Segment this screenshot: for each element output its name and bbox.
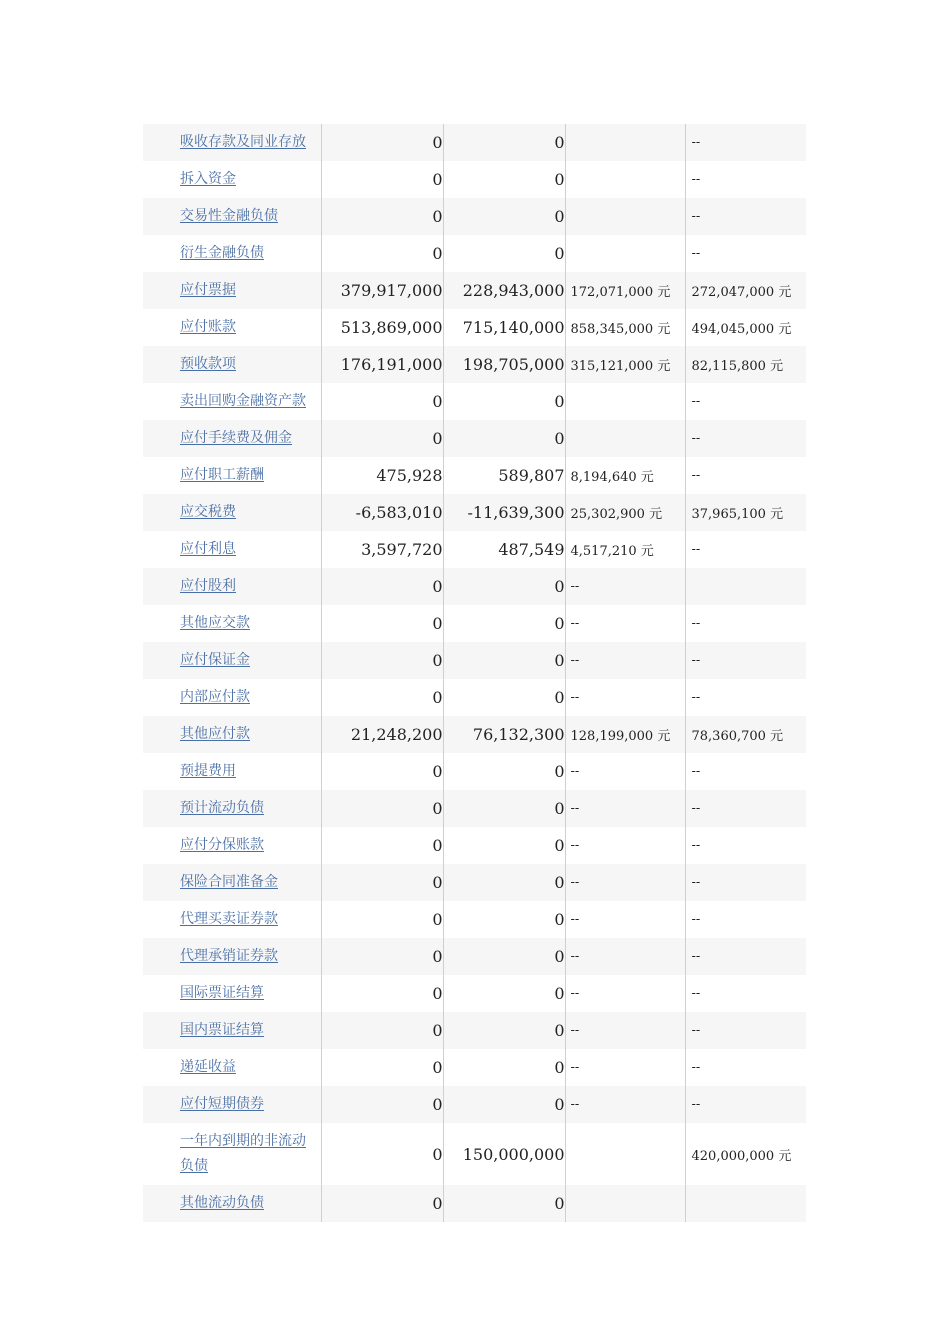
row-label-link[interactable]: 交易性金融负债: [180, 208, 278, 224]
value-period-3: [565, 161, 685, 198]
row-label-cell: [143, 568, 321, 605]
row-label-link[interactable]: 衍生金融负债: [180, 245, 264, 261]
value-period-1: 475,928: [321, 457, 443, 494]
row-label-cell: [143, 679, 321, 716]
value-period-3: [565, 235, 685, 272]
value-period-3: [565, 124, 685, 161]
row-label-link[interactable]: 应付短期债券: [180, 1096, 264, 1112]
row-label-cell: [143, 161, 321, 198]
value-period-1: 0: [321, 642, 443, 679]
row-label-cell: [143, 309, 321, 346]
value-period-1: -6,583,010: [321, 494, 443, 531]
row-label-link[interactable]: 吸收存款及同业存放: [180, 134, 306, 150]
value-period-1: 0: [321, 161, 443, 198]
row-label-cell: [143, 827, 321, 864]
row-label-link[interactable]: 其他流动负债: [180, 1195, 264, 1211]
value-period-4: [685, 1185, 806, 1222]
row-label-cell: [143, 790, 321, 827]
row-label-cell: [143, 346, 321, 383]
row-label-link[interactable]: 应付票据: [180, 282, 236, 298]
row-label-link[interactable]: 国内票证结算: [180, 1022, 264, 1038]
table-row: [143, 1049, 806, 1086]
value-period-2: 76,132,300: [443, 716, 565, 753]
value-period-2: 0: [443, 827, 565, 864]
row-label-cell: [143, 901, 321, 938]
row-label-cell: [143, 938, 321, 975]
value-period-1: 0: [321, 679, 443, 716]
value-period-3: 172,071,000 元: [565, 272, 685, 309]
value-period-4: 272,047,000 元: [685, 272, 806, 309]
row-label-link[interactable]: 内部应付款: [180, 689, 250, 705]
value-period-3: --: [565, 790, 685, 827]
row-label-link[interactable]: 预计流动负债: [180, 800, 264, 816]
value-period-2: 0: [443, 938, 565, 975]
value-period-4: --: [685, 1012, 806, 1049]
value-period-1: 379,917,000: [321, 272, 443, 309]
table-row: [143, 642, 806, 679]
value-period-1: 0: [321, 1012, 443, 1049]
value-period-2: 0: [443, 864, 565, 901]
table-row: [143, 531, 806, 568]
value-period-4: --: [685, 753, 806, 790]
row-label-link[interactable]: 一年内到期的非流动负债: [180, 1133, 306, 1174]
table-row: [143, 235, 806, 272]
value-period-1: 0: [321, 1123, 443, 1185]
value-period-3: [565, 198, 685, 235]
row-label-cell: [143, 383, 321, 420]
value-period-3: [565, 1123, 685, 1185]
value-period-4: --: [685, 642, 806, 679]
value-period-4: --: [685, 124, 806, 161]
table-row: [143, 827, 806, 864]
value-period-4: --: [685, 420, 806, 457]
value-period-1: 0: [321, 753, 443, 790]
balance-sheet-section: [143, 124, 806, 1222]
row-label-link[interactable]: 其他应交款: [180, 615, 250, 631]
table-row: [143, 605, 806, 642]
row-label-link[interactable]: 预提费用: [180, 763, 236, 779]
table-row: [143, 272, 806, 309]
value-period-4: --: [685, 235, 806, 272]
value-period-1: 0: [321, 790, 443, 827]
table-row: [143, 938, 806, 975]
row-label-cell: [143, 1123, 321, 1185]
row-label-cell: [143, 494, 321, 531]
value-period-1: 0: [321, 938, 443, 975]
value-period-1: 0: [321, 1185, 443, 1222]
value-period-2: 0: [443, 420, 565, 457]
value-period-4: 494,045,000 元: [685, 309, 806, 346]
value-period-2: 0: [443, 568, 565, 605]
value-period-2: 228,943,000: [443, 272, 565, 309]
table-row: [143, 124, 806, 161]
row-label-link[interactable]: 保险合同准备金: [180, 874, 278, 890]
table-row: [143, 753, 806, 790]
row-label-cell: [143, 716, 321, 753]
value-period-1: 176,191,000: [321, 346, 443, 383]
row-label-cell: [143, 1049, 321, 1086]
value-period-3: 315,121,000 元: [565, 346, 685, 383]
value-period-3: --: [565, 568, 685, 605]
row-label-cell: [143, 235, 321, 272]
table-row: [143, 494, 806, 531]
value-period-2: 0: [443, 198, 565, 235]
row-label-link[interactable]: 应付股利: [180, 578, 236, 594]
table-row: [143, 309, 806, 346]
value-period-2: 589,807: [443, 457, 565, 494]
value-period-4: [685, 568, 806, 605]
table-row: [143, 790, 806, 827]
value-period-2: 0: [443, 975, 565, 1012]
value-period-3: [565, 420, 685, 457]
row-label-cell: [143, 1185, 321, 1222]
value-period-4: --: [685, 457, 806, 494]
row-label-link[interactable]: 应付手续费及佣金: [180, 430, 292, 446]
value-period-4: --: [685, 679, 806, 716]
value-period-2: 0: [443, 901, 565, 938]
table-row: [143, 161, 806, 198]
value-period-1: 0: [321, 827, 443, 864]
row-label-cell: [143, 753, 321, 790]
row-label-link[interactable]: 卖出回购金融资产款: [180, 393, 306, 409]
value-period-4: --: [685, 790, 806, 827]
row-label-cell: [143, 457, 321, 494]
value-period-3: --: [565, 975, 685, 1012]
table-row: [143, 198, 806, 235]
value-period-2: 198,705,000: [443, 346, 565, 383]
value-period-4: --: [685, 198, 806, 235]
row-label-cell: [143, 531, 321, 568]
value-period-3: --: [565, 1086, 685, 1123]
table-row: [143, 568, 806, 605]
value-period-4: --: [685, 827, 806, 864]
value-period-2: 0: [443, 383, 565, 420]
value-period-2: 0: [443, 679, 565, 716]
value-period-2: 487,549: [443, 531, 565, 568]
value-period-2: 0: [443, 161, 565, 198]
row-label-cell: [143, 975, 321, 1012]
row-label-link[interactable]: 应付利息: [180, 541, 236, 557]
value-period-4: --: [685, 975, 806, 1012]
table-row: [143, 716, 806, 753]
value-period-4: --: [685, 383, 806, 420]
row-label-cell: [143, 1012, 321, 1049]
value-period-3: [565, 383, 685, 420]
row-label-link[interactable]: 应交税费: [180, 504, 236, 520]
row-label-cell: [143, 124, 321, 161]
value-period-3: --: [565, 1049, 685, 1086]
value-period-3: 128,199,000 元: [565, 716, 685, 753]
value-period-1: 0: [321, 864, 443, 901]
value-period-3: --: [565, 827, 685, 864]
value-period-3: 858,345,000 元: [565, 309, 685, 346]
value-period-1: 0: [321, 568, 443, 605]
value-period-2: 0: [443, 790, 565, 827]
value-period-2: 0: [443, 1185, 565, 1222]
row-label-link[interactable]: 拆入资金: [180, 171, 236, 187]
value-period-4: --: [685, 901, 806, 938]
value-period-3: 4,517,210 元: [565, 531, 685, 568]
value-period-4: 82,115,800 元: [685, 346, 806, 383]
row-label-link[interactable]: 预收款项: [180, 356, 236, 372]
value-period-4: --: [685, 938, 806, 975]
table-row: [143, 901, 806, 938]
table-row: [143, 975, 806, 1012]
row-label-cell: [143, 198, 321, 235]
row-label-cell: [143, 864, 321, 901]
value-period-2: 0: [443, 1086, 565, 1123]
value-period-3: --: [565, 864, 685, 901]
row-label-link[interactable]: 应付账款: [180, 319, 236, 335]
row-label-link[interactable]: 其他应付款: [180, 726, 250, 742]
value-period-2: 150,000,000: [443, 1123, 565, 1185]
value-period-1: 0: [321, 605, 443, 642]
value-period-3: --: [565, 679, 685, 716]
table-row: [143, 1123, 806, 1185]
value-period-3: --: [565, 1012, 685, 1049]
table-row: [143, 457, 806, 494]
value-period-1: 21,248,200: [321, 716, 443, 753]
value-period-3: 25,302,900 元: [565, 494, 685, 531]
value-period-2: -11,639,300: [443, 494, 565, 531]
value-period-3: [565, 1185, 685, 1222]
table-row: [143, 679, 806, 716]
value-period-1: 0: [321, 420, 443, 457]
table-row: [143, 1185, 806, 1222]
table-row: [143, 383, 806, 420]
value-period-4: 420,000,000 元: [685, 1123, 806, 1185]
value-period-4: --: [685, 531, 806, 568]
row-label-link[interactable]: 代理买卖证券款: [180, 911, 278, 927]
value-period-2: 715,140,000: [443, 309, 565, 346]
value-period-3: --: [565, 753, 685, 790]
value-period-2: 0: [443, 753, 565, 790]
liabilities-table-body: [143, 124, 806, 1222]
row-label-link[interactable]: 应付保证金: [180, 652, 250, 668]
row-label-cell: [143, 605, 321, 642]
value-period-1: 0: [321, 124, 443, 161]
value-period-3: --: [565, 605, 685, 642]
row-label-cell: [143, 272, 321, 309]
value-period-1: 0: [321, 235, 443, 272]
value-period-2: 0: [443, 235, 565, 272]
value-period-1: 0: [321, 1086, 443, 1123]
value-period-1: 0: [321, 901, 443, 938]
row-label-link[interactable]: 应付分保账款: [180, 837, 264, 853]
value-period-1: 0: [321, 975, 443, 1012]
table-row: [143, 1012, 806, 1049]
value-period-2: 0: [443, 124, 565, 161]
value-period-4: --: [685, 1086, 806, 1123]
value-period-4: --: [685, 161, 806, 198]
value-period-4: --: [685, 864, 806, 901]
value-period-2: 0: [443, 1049, 565, 1086]
value-period-1: 513,869,000: [321, 309, 443, 346]
row-label-cell: [143, 1086, 321, 1123]
value-period-1: 0: [321, 1049, 443, 1086]
row-label-link[interactable]: 代理承销证券款: [180, 948, 278, 964]
value-period-3: 8,194,640 元: [565, 457, 685, 494]
value-period-4: --: [685, 1049, 806, 1086]
row-label-link[interactable]: 递延收益: [180, 1059, 236, 1075]
table-row: [143, 346, 806, 383]
table-row: [143, 420, 806, 457]
value-period-4: --: [685, 605, 806, 642]
value-period-4: 37,965,100 元: [685, 494, 806, 531]
row-label-cell: [143, 420, 321, 457]
value-period-4: 78,360,700 元: [685, 716, 806, 753]
value-period-1: 0: [321, 383, 443, 420]
value-period-3: --: [565, 938, 685, 975]
value-period-1: 3,597,720: [321, 531, 443, 568]
value-period-3: --: [565, 642, 685, 679]
liabilities-table: [143, 124, 806, 1222]
table-row: [143, 1086, 806, 1123]
value-period-2: 0: [443, 1012, 565, 1049]
table-row: [143, 864, 806, 901]
row-label-link[interactable]: 应付职工薪酬: [180, 467, 264, 483]
value-period-1: 0: [321, 198, 443, 235]
value-period-2: 0: [443, 605, 565, 642]
value-period-2: 0: [443, 642, 565, 679]
row-label-link[interactable]: 国际票证结算: [180, 985, 264, 1001]
value-period-3: --: [565, 901, 685, 938]
row-label-cell: [143, 642, 321, 679]
